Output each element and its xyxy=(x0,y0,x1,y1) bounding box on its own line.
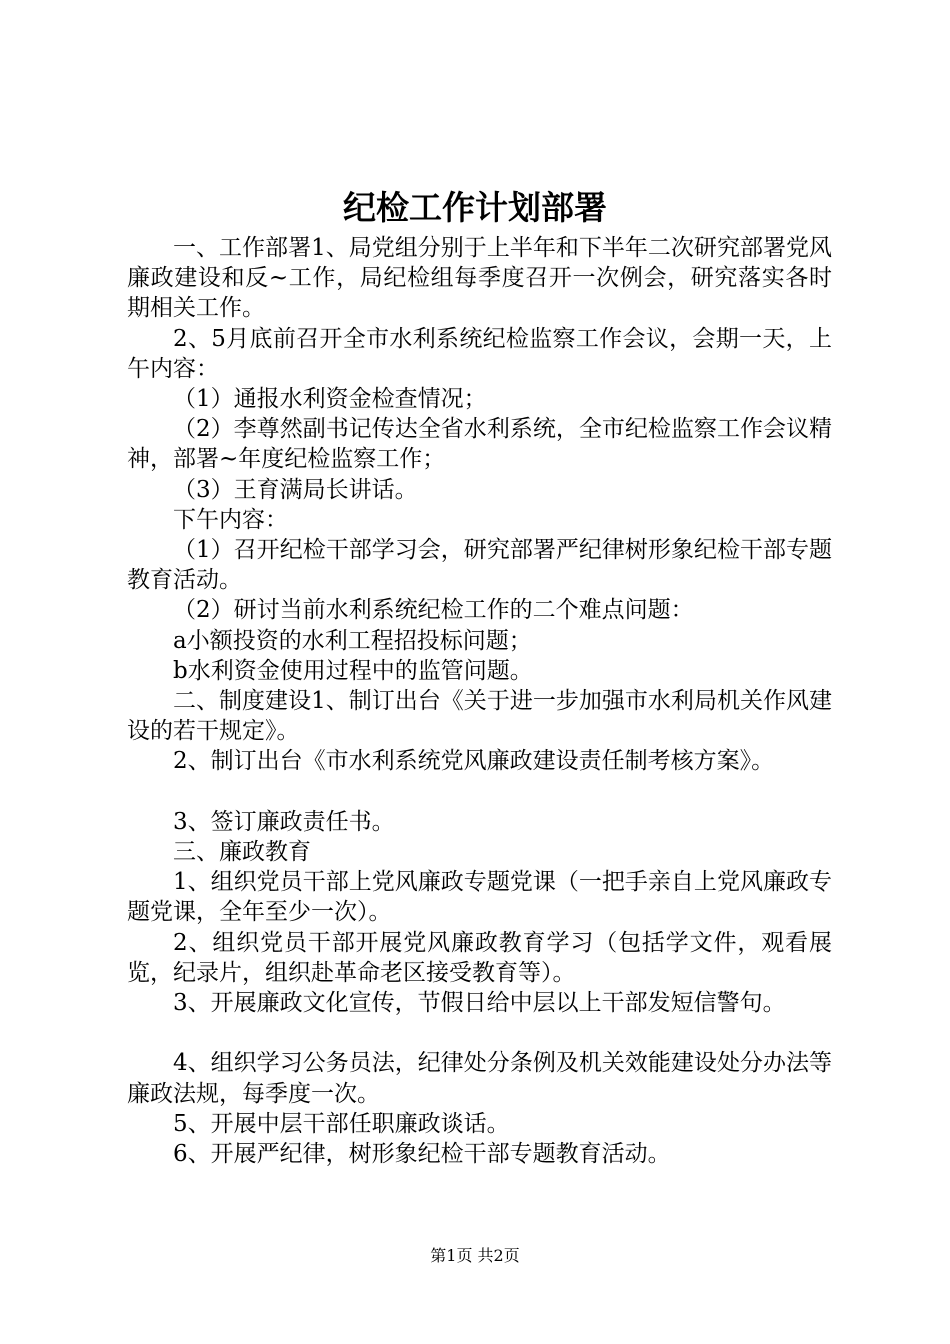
paragraph: 二、制度建设1、制订出台《关于进一步加强市水利局机关作风建设的若干规定》。 xyxy=(127,688,832,745)
blank-line xyxy=(127,1018,832,1048)
paragraph: 2、制订出台《市水利系统党风廉政建设责任制考核方案》。 xyxy=(173,748,775,775)
document-body xyxy=(127,233,832,1169)
blank-line xyxy=(127,777,832,807)
paragraph: 三、廉政教育 xyxy=(173,839,311,866)
paragraph: 下午内容： xyxy=(173,506,288,533)
paragraph: （1）召开纪检干部学习会，研究部署严纪律树形象纪检干部专题教育活动。 xyxy=(127,537,832,594)
paragraph: （2）研讨当前水利系统纪检工作的二个难点问题： xyxy=(173,597,694,624)
paragraph: 6、开展严纪律，树形象纪检干部专题教育活动。 xyxy=(173,1141,671,1168)
paragraph: 3、开展廉政文化宣传，节假日给中层以上干部发短信警句。 xyxy=(173,990,786,1017)
paragraph: a小额投资的水利工程招投标问题； xyxy=(173,627,532,654)
paragraph: （3）王育满局长讲话。 xyxy=(173,476,418,503)
paragraph: 4、组织学习公务员法，纪律处分条例及机关效能建设处分办法等廉政法规，每季度一次。 xyxy=(127,1050,832,1107)
paragraph: 1、组织党员干部上党风廉政专题党课（一把手亲自上党风廉政专题党课，全年至少一次）。 xyxy=(127,869,832,926)
paragraph: 3、签订廉政责任书。 xyxy=(173,808,395,835)
paragraph: 一、工作部署1、局党组分别于上半年和下半年二次研究部署党风廉政建设和反~工作，局纪检组每季度召开一次例会，研究落实各时期相关工作。 xyxy=(127,235,832,322)
paragraph: 2、5月底前召开全市水利系统纪检监察工作会议，会期一天，上午内容： xyxy=(127,325,832,382)
paragraph: （2）李尊然副书记传达全省水利系统，全市纪检监察工作会议精神，部署~年度纪检监察工作； xyxy=(127,416,832,473)
paragraph: b水利资金使用过程中的监管问题。 xyxy=(173,657,533,684)
document-title: 纪检工作计划部署 xyxy=(343,188,607,227)
page-footer: 第1页 共2页 xyxy=(430,1246,520,1265)
paragraph: 5、开展中层干部任职廉政谈话。 xyxy=(173,1110,510,1137)
paragraph: 2、组织党员干部开展党风廉政教育学习（包括学文件，观看展览，纪录片，组织赴革命老区接受教育等）。 xyxy=(127,929,832,986)
paragraph: （1）通报水利资金检查情况； xyxy=(173,386,487,413)
